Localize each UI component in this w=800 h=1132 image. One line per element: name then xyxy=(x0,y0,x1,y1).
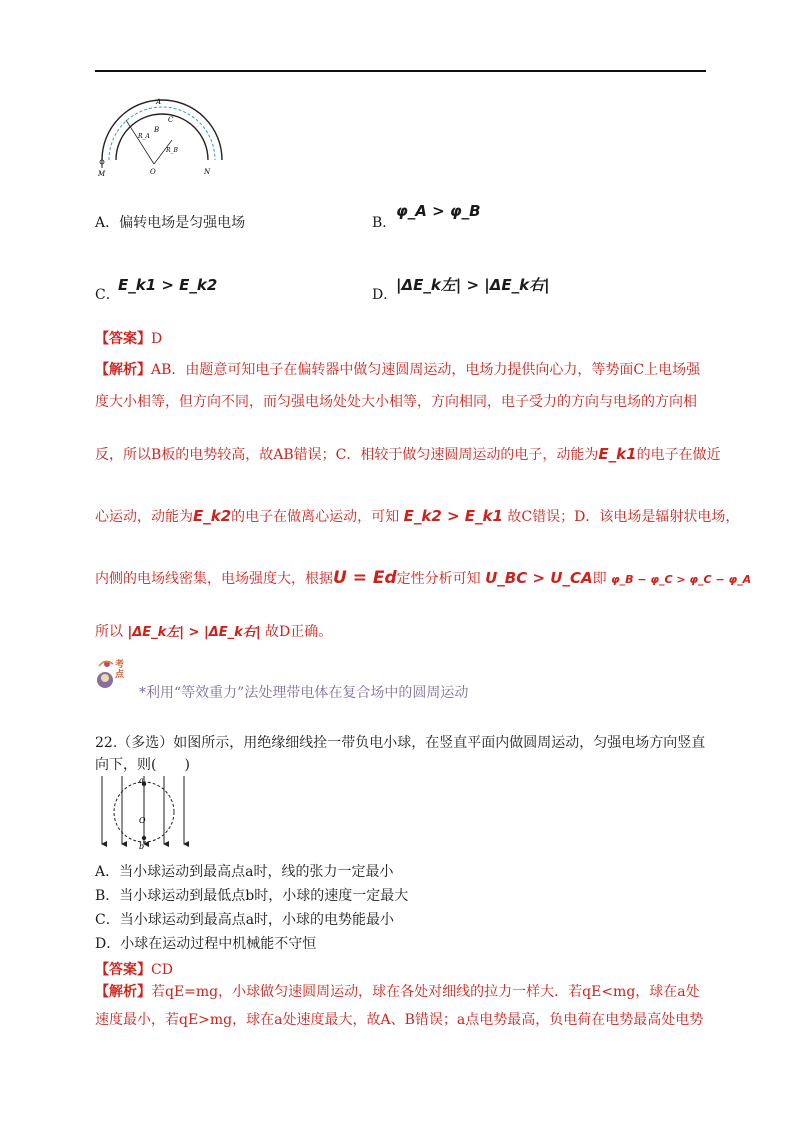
option-c-expr: E_k1 > E_k2 xyxy=(118,276,218,294)
answer-value: CD xyxy=(151,962,173,978)
answer-value: D xyxy=(151,331,163,347)
q22-stem-line1: 22.（多选）如图所示，用绝缘细线拴一带负电小球，在竖直平面内做圆周运动，匀强电场方向竖直 xyxy=(95,735,706,751)
answer-tag: 【答案】 xyxy=(95,962,151,978)
math-ek2-gt-ek1: E_k2 > E_k1 xyxy=(403,507,503,525)
fig-label-A: A xyxy=(156,98,162,106)
math-ubc-uca: U_BC > U_CA xyxy=(485,569,593,587)
q21-analysis-line3 xyxy=(95,444,721,465)
analysis-text: 的电子在做近 xyxy=(636,447,721,463)
option-a: A．偏转电场是匀强电场 xyxy=(95,215,246,231)
analysis-text: AB．由题意可知电子在偏转器中做匀速圆周运动，电场力提供向心力，等势面C上电场强 xyxy=(151,362,701,378)
answer-tag: 【答案】 xyxy=(95,331,151,347)
q22-option-a: A．当小球运动到最高点a时，线的张力一定最小 xyxy=(95,864,394,880)
q21-analysis-line1 xyxy=(95,360,700,380)
q21-answer xyxy=(95,328,162,348)
q22-analysis-line2: 速度最小，若qE>mg，球在a处速度最大，故A、B错误；a点电势最高，负电荷在电势最高处电势 xyxy=(95,1012,704,1028)
fig-label-O: O xyxy=(150,168,156,176)
math-ek1: E_k1 xyxy=(598,445,637,463)
analysis-text: 若qE=mg，小球做匀速圆周运动，球在各处对细线的拉力一样大．若qE<mg，球在a处 xyxy=(151,984,700,1000)
fig-label-b: b xyxy=(139,842,145,850)
option-d-label: D． xyxy=(372,287,398,303)
fig-label-a: a xyxy=(139,776,144,785)
fig-label-RB: R_B xyxy=(166,147,178,154)
math-dek-ineq: |ΔE_k左| > |ΔE_k右| xyxy=(127,625,261,640)
analysis-text: 即 xyxy=(592,571,607,587)
q22-stem-line2: 向下，则( ) xyxy=(95,757,190,773)
math-phi-ineq: φ_B − φ_C > φ_C − φ_A xyxy=(611,573,752,586)
circular-motion-figure xyxy=(96,774,196,850)
q22-option-d: D．小球在运动过程中机械能不守恒 xyxy=(95,936,317,952)
analysis-tag: 【解析】 xyxy=(95,984,151,1000)
math-ek2: E_k2 xyxy=(193,507,232,525)
option-b-expr: φ_A > φ_B xyxy=(396,202,481,220)
q21-analysis-line6 xyxy=(95,622,332,643)
analysis-text: 心运动，动能为 xyxy=(95,509,193,525)
analysis-text: 故C错误；D．该电场是辐射状电场， xyxy=(507,509,740,525)
analysis-text: 故D正确。 xyxy=(265,624,333,640)
deflector-figure xyxy=(92,96,232,178)
fig-label-B: B xyxy=(154,126,160,134)
fig-label-N: N xyxy=(204,168,211,176)
kaodian-text: *利用“等效重力”法处理带电体在复合场中的圆周运动 xyxy=(139,685,469,701)
analysis-text: 的电子在做离心运动，可知 xyxy=(231,509,400,525)
header-rule xyxy=(95,70,706,72)
option-b-label: B． xyxy=(372,215,397,231)
q21-analysis-line2: 度大小相等，但方向不同，而匀强电场处处大小相等，方向相同，电子受力的方向与电场的方向相 xyxy=(95,394,697,410)
option-d-expr: |ΔE_k左| > |ΔE_k右| xyxy=(396,276,550,294)
q21-analysis-line4 xyxy=(95,506,739,527)
analysis-text: 定性分析可知 xyxy=(396,571,481,587)
analysis-text: 所以 xyxy=(95,624,123,640)
fig-label-O2: O xyxy=(139,816,146,825)
q22-analysis-line1 xyxy=(95,982,700,1002)
q22-option-c: C．当小球运动到最高点a时，小球的电势能最小 xyxy=(95,912,395,928)
fig-label-M: M xyxy=(98,170,106,178)
q21-analysis-line5 xyxy=(95,568,751,590)
analysis-tag: 【解析】 xyxy=(95,362,151,378)
q22-answer xyxy=(95,959,173,979)
fig-label-C: C xyxy=(168,116,174,124)
kaodian-icon-text: 考点 xyxy=(115,660,125,680)
fig-label-RA: R_A xyxy=(138,133,150,140)
kaodian-icon xyxy=(93,656,133,694)
option-c-label: C． xyxy=(95,287,120,303)
q22-option-b: B．当小球运动到最低点b时，小球的速度一定最大 xyxy=(95,888,409,904)
math-u-ed: U = Ed xyxy=(333,568,397,588)
analysis-text: 反，所以B板的电势较高，故AB错误；C．相较于做匀速圆周运动的电子，动能为 xyxy=(95,447,599,463)
analysis-text: 内侧的电场线密集，电场强度大，根据 xyxy=(95,571,333,587)
